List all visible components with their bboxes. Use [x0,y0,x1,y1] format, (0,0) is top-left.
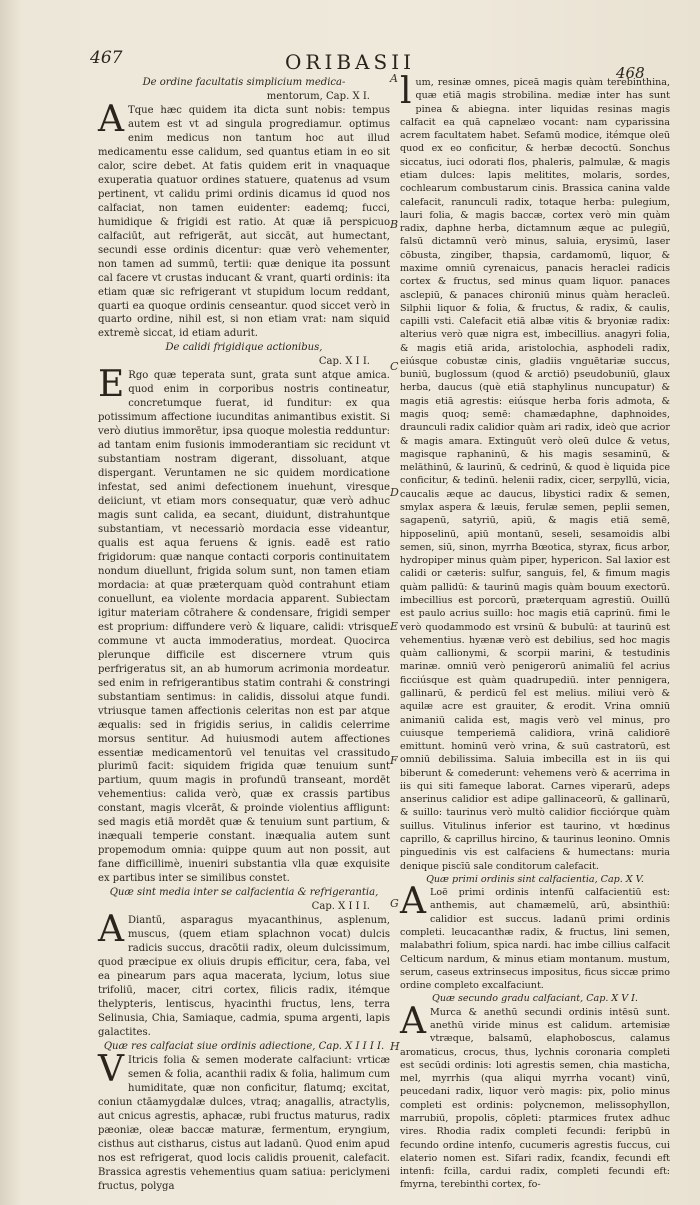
chapter-heading: Quæ res calfaciat siue ordinis adiectione, Cap. X I I I I. [103,1040,385,1052]
margin-letter-g: G [390,897,399,910]
chapter-heading: Quæ primi ordinis sint calfacientia, Cap. X V. [426,873,644,885]
chapter-heading: Quæ secundo gradu calfaciant, Cap. X V I. [432,993,638,1005]
chapter-number: Cap. X I I I. [311,901,370,913]
margin-letter-d: D [390,486,399,499]
margin-letter-f: F [390,754,398,767]
left-text-column [98,76,390,1194]
folio-number-left: 467 [90,48,123,68]
chapter-heading: De ordine facultatis simplicium medica- [142,77,346,88]
body-paragraph: VItricis folia & semen moderate calfaciunt: vrticæ semen & folia, acanthii radix & folia, halimum cum humiditate, quæ non conficitur, flatumq; excitat, coniun ctāamygdalæ dulces, vtraq; anagallis, atractylis, aut cnicus agrestis, aphacæ, rubi fructus maturus, radix pæoniæ, oleæ baccæ maturæ, fermentum, eryngium, cisthus aut cistharus, cistus aut ladanū. Quod enim apud nos est refrigerat, quod locis calidis prouenit, calefacit. Brassica agrestis vehementius quam satiua: periclymeni fructus, polyga [98,1048,390,1192]
margin-letter-h: H [390,1040,400,1053]
chapter-number: mentorum, Cap. X I. [266,90,370,102]
margin-letter-b: B [390,218,399,231]
body-paragraph: ATque hæc quidem ita dicta sunt nobis: tempus autem est vt ad singula progrediamur. optimus enim medicus non tantum hoc aut illud medicamentu esse calidum, sed quantus etiam in eo sit calor, scire debet. At fatis quidem erit in vnaquaque exuperatia quatuor ordines statuere, quatenus ad vsum pertinent, vt calidu primi ordinis dicamus id quod nos calfaciat, non tamen euidenter: eademq; fucci, humidique & frigidi est ratio. At quæ iā perspicuo calfaciūt, aut refrigerāt, aut siccāt, aut humectant, secundi esse ordinis dicentur: quæ verò vehementer, non tamen ad summū, tertii: quæ denique ita possunt cal facere vt crustas inducant & vrant, quarti ordinis: ita etiam quæ sic refrigerant vt stupidum locum reddant, quarti ea quoque ordinis censeantur. quod siccet verò in quarto ordine, nihil est, si non etiam vrat: nam siquid extremè siccat, id etiam adurit. [98,98,390,340]
margin-letter-c: C [390,360,399,373]
body-paragraph: AMurca & anethū secundi ordinis intēsū sunt. anethū viride minus est calidum. artemisiæ vtræque, balsamū, elaphoboscus, calamus aromaticus, crocus, thus, lychnis coronaria completi est secūdi ordinis: loti agrestis semen, chia masticha, mel, myrrhis (qua aliqui myrrha vocant) vinū, peucedani radix, liquor verò magis: pix, polio minus completi est ordinis: polycnemon, melissophyllon, marrubiū, propolis, cōpleti: ptarmices frutex adhuc vires. Rhodia radix completi fecundi: feripbū in fecundo ordine intenfo, cucumeris agrestis fuccus, cui elaterio nomen est. Sifari radix, fcandix, fecundi eft intenfi: fcilla, cardui radix, completi fecundi eft: fmyrna, terebinthi cortex, fo- [400,1000,670,1191]
running-head: ORIBASII [285,50,415,74]
body-paragraph: ALoë primi ordinis intenfū calfacientiū est: anthemis, aut chamæmelū, arū, absinthiū: calidior est succus. ladanū primi ordinis completi. leucacanthæ radix, & fructus, lini semen, malabathri folium, spica nardi. hac imbe cillius calfacit Celticum nardum, & minus etiam montanum. mustum, serum, caseus extrinsecus impositus, ficus siccæ primo ordine completo excalfaciunt. [400,881,670,992]
folio-number-right: 468 [616,64,645,82]
body-paragraph: ERgo quæ teperata sunt, grata sunt atque amica. quod enim in corporibus nostris contineatur, concretumque fuerat, id funditur: ex qua potissimum affectione iucunditas animantibus existit. Si verò diutius immorētur, ipsa quoque molestia redduntur: ad tantam enim fusionis immoderantiam sic recidunt vt substantiam nostram digerant, dissoluant, atque dispergant. Veruntamen ne sic quidem mordicatione infestat, sed animi defectionem inuehunt, viresque deiiciunt, vt etiam mors consequatur, quæ verò adhuc magis sunt calida, ea secant, diuidunt, distrahuntque substantiam, vt necessariò mordacia esse videantur, qualis est aqua feruens & ignis. eadē est ratio frigidorum: quæ nanque contacti corporis continuitatem nondum diuellunt, frigida solum sunt, non tamen etiam mordacia: at quæ præterquam quòd contrahunt etiam conuellunt, ea violente mordacia apparent. Subiectam igitur materiam cōtrahere & condensare, frigidi semper est proprium: diffundere verò & liquare, calidi: vtrisque commune vt aucta immoderatius, mordeat. Quocirca plerunque difficile est discernere vtrum quis perfrigeratus sit, an ab humorum acrimonia mordeatur. sed enim in refrigerantibus statim contrahi & constringi substantiam sentimus: in calidis, dissolui atque fundi. vtriusque tamen affectionis celeritas non est par atque æqualis: sed in frigidis serius, in calidis celerrime morsus sentitur. Ad huiusmodi autem affectiones essentiæ medicamentorū vel tenuitas vel crassitudo plurimū facit: siquidem frigida quæ tenuium sunt partium, quum magis in profundū transeant, mordēt vehementius: calida verò, quæ ex crassis partibus constant, magis vlcerāt, & proinde violentius affligunt: sed magis etiā mordēt quæ & tenuium sunt partium, & inæquali temperie constant. inæqualia autem sunt propemodum omnia: quippe quum aut non possit, aut fane difficillimè, inueniri substantia vlla quæ exquisite ex partibus inter se similibus constet. [98,364,390,885]
margin-letter-a: A [390,72,398,85]
body-paragraph: ADiantū, asparagus myacanthinus, asplenum, muscus, (quem etiam splachnon vocat) dulcis radicis succus, dracōtii radix, oleum dulcissimum, quod præcipue ex oliuis drupis efficitur, cera, faba, vel ea pinearum pars aqua macerata, lycium, lotus siue trifoliū, macer, citri cortex, filicis radix, itémque thelypteris, lentiscus, hyacinthi fructus, lens, terra Selinusia, Chia, Samiaque, cadmia, spuma argenti, lapis galactites. [98,909,390,1038]
margin-letter-e: E [390,620,399,633]
body-paragraph: lum, resinæ omnes, piceā magis quàm terebinthina, quæ etiā magis strobilina. mediæ inter has sunt pinea & abiegna. inter liquidas resinas magis calfacit ea quā capnelæo vocant: nam cyparissina acrem facultatem habet. Sefamū modice, itémque oleū quod ex eo conficitur, & herbæ decoctū. Sonchus siccatus, iuci odorati flos, phaleris, palmulæ, & magis etiam dulces: lapis melitites, molaris, sordes, cochlearum combustarum cinis. Brassica canina valde calefacit, ranunculi radix, totaque herba: pulegium, lauri folia, & magis baccæ, cortex verò min quàm radix, daphne herba, dictamnum æque ac pulegiū, falsū dictamnū verò minus, saluia, erysimū, laser cōbusta, zingiber, thapsia, cardamomū, liquor, & maxime omniū cyrenaicus, panacis heraclei radicis cortex & fructus, sed minus quam liquor. panaces asclepiū, & panaces chironiū minus quàm heracleū. Silphii liquor & folia, & fructus, & radix, & caulis, capilli vsti. Calefacit etiā albæ vitis & bryoniæ radix: alterius verò quæ nigra est, imbecillius. anagyri folia, & magis etiā arida, aristolochia, asphodeli radix, eiúsque cobustæ cinis, gladiis vnguētariæ succus, buniū, buglossum (quod & arctiō) pseudobuniū, glaux herba, daucus (què etiā staphylinus nuncupatur) & magis etiā agrestis: eiúsque herba foris admota, & magis quoq; semē: chamædaphne, daphnoides, draunculi radix calidior quàm ari radix, ideò que acrior & magis amara. Extinguūt verò oleū dulce & vetus, magisque raphaninū, & his magis sesaminū, & melāthinū, & laurinū, & cedrinū, & quod è liquida pice conficitur, & tedinū. helenii radix, cicer, serpyllū, vicia, caucalis æque ac daucus, libystici radix & semen, smylax aspera & læuis, ferulæ semen, peplii semen, sagapenū, satyriū, apiū, & magis etiā semē, hipposelinū, apiū montanū, seseli, sesamoidis albi semen, siū, sinon, myrrha Bœotica, styrax, ficus arbor, hydropiper minus quàm piper, hypericon. Sal laxior est calidi or cæteris: sulfur, sanguis, fel, & fimum magis quàm pallidū: & taurinū magis quàm bouum exectorū. imbecillius est porcorū, præterquam agrestiū. Ouillū est paulo acrius suillo: hoc magis etiā caprinū. fimi le verò quodammodo est vrsinū & bubulū: at taurinū est vehementius. hyænæ verò est debilius, sed hoc magis quàm callionymi, & scorpii marini, & testudinis marinæ. omniū verò penigerorū animaliū fel acrius ficciúsque est quàm quadrupediū. inter pennigera, gallinarū, & perdicū fel est melius. miliui verò & aquilæ acre est grauiter, & erodit. Vrina omniū animaniū calida est, magis verò vel minus, pro cuiusque temperiemā calidiora, vrinā calidiorē emittunt. hominū verò vrina, & suū castratorū, est omniū debilissima. Saluia imbecilla est in iis qui biberunt & comederunt: vehemens verò & acerrima in iis qui siti fameque laborat. Carnes viperarū, adeps anserinus calidior est adipe gallinaceorū, & gallinarū, & suillo: taurinus verò multò calidior ficciórque quàm suillus. Vitulinus inferior est taurino, vt hœdinus caprillo, & caprillus hircino, & taurinus leonino. Omnis pinguedinis vis est calfaciens & humectans: muria denique piscīū sale conditorum calefacit. [400,71,670,872]
chapter-number: Cap. X I I. [318,356,370,368]
chapter-heading: Quæ sint media inter se calfacientia & refrigerantia, [109,887,379,899]
chapter-heading: De calidi frigidique actionibus, [165,342,323,354]
